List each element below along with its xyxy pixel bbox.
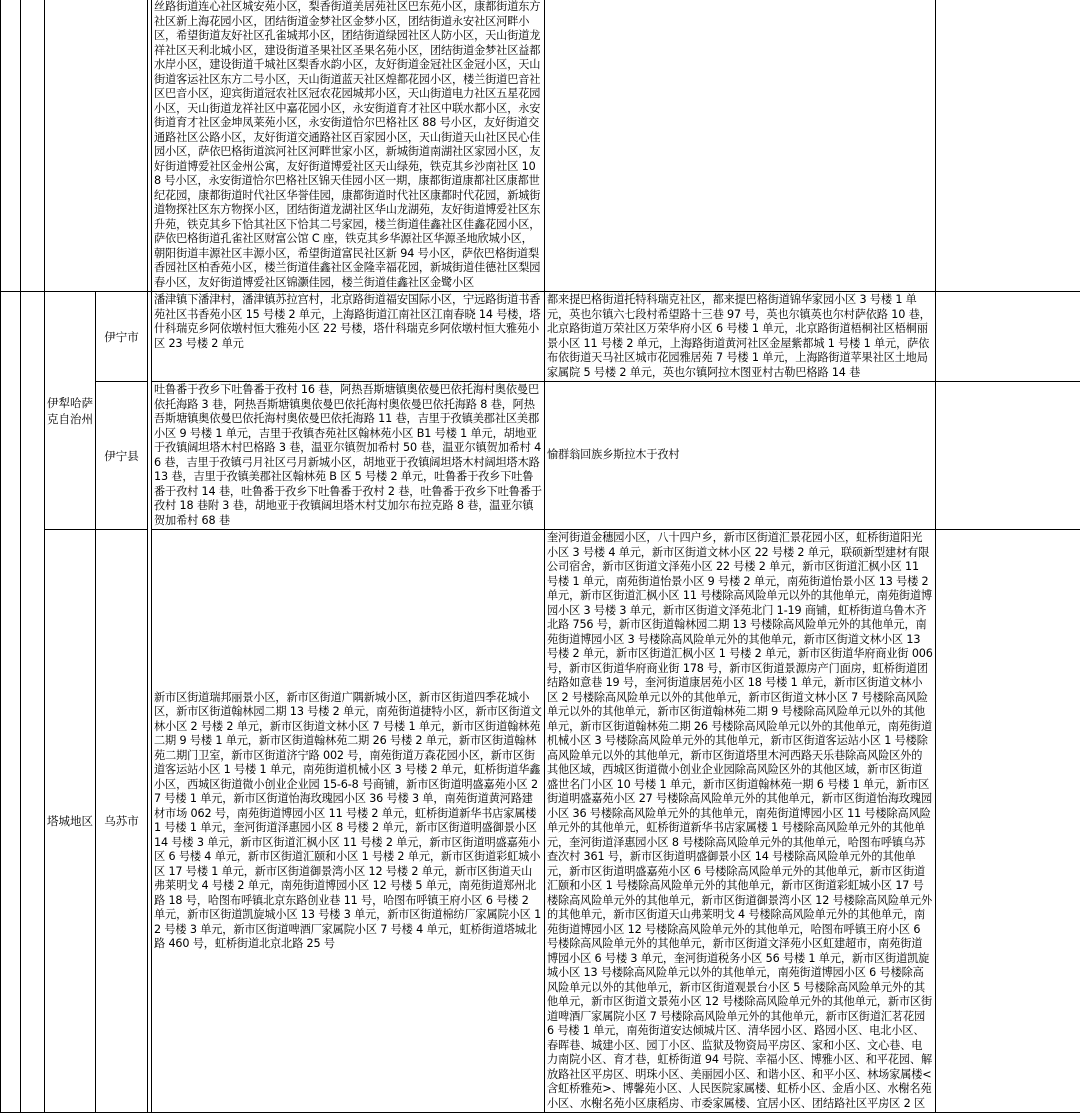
index-cell bbox=[1, 0, 21, 292]
high-risk-area-cell: 潘津镇下潘津村，潘津镇苏拉宫村，北京路街道福安国际小区，宁远路街道书香苑社区书香苑小区 15 号楼 2 单元，上海路街道江南社区江南春晓 14 号楼，塔什科瑞克乡阿依墩村恒大雅苑小区 22 号楼，塔什科瑞克乡阿依墩村恒大雅苑小区 23 号楼 2 单元 bbox=[152, 292, 545, 382]
extra-cell bbox=[936, 292, 1080, 382]
high-risk-area-cell: 吐鲁番于孜乡下吐鲁番于孜村 16 巷，阿热吾斯塘镇奥依曼巴依托海村奥依曼巴依托海路 3 巷，阿热吾斯塘镇奥依曼巴依托海村奥依曼巴依托海路 8 巷，阿热吾斯塘镇奥依曼巴依托海村奥依曼巴依托海路 11 巷，吉里于孜镇美郡社区美郡小区 9 号楼 1 单元，吉里于孜镇杏苑社区翰林苑小区 B1 号楼 1 单元，胡地亚于孜镇阔坦塔木村巴格路 3 巷，温亚尔镇贺加希村 50 巷，温亚尔镇贺加希村 46 巷，吉里于孜镇弓月社区弓月新城小区，胡地亚于孜镇阔坦塔木村阔坦塔木路 13 巷，吉里于孜镇美郡社区翰林苑 B 区 5 号楼 2 单元，吐鲁番于孜乡下吐鲁番于孜村 14 巷，吐鲁番于孜乡下吐鲁番于孜村 2 巷，吐鲁番于孜乡下吐鲁番于孜村 18 巷附 3 巷，胡地亚于孜镇阔坦塔木村艾加尔布拉克路 8 巷，温亚尔镇贺加希村 68 巷 bbox=[152, 382, 545, 530]
high-risk-area-cell: 新市区街道瑞邦丽景小区，新市区街道广隅新城小区，新市区街道四季花城小区，新市区街道翰林园二期 13 号楼 2 单元，南苑街道捷特小区，新市区街道文林小区 2 号楼 2 单元，新市区街道文林小区 7 号楼 1 单元，新市区街道翰林苑二期 9 号楼 1 单元，新市区街道翰林苑二期 26 号楼 2 单元，新市区街道翰林苑二期门卫室，新市区街道济宁路 002 号，南苑街道万森花园小区，新市区街道客运站小区 1 号楼 1 单元，南苑街道机械小区 3 号楼 2 单元，虹桥街道华鑫小区，西城区街道微小创业企业园 15-6-8 号商铺，新市区街道明盛嘉苑小区 27 号楼 1 单元，新市区街道怡海玫瑰园小区 36 号楼 3 单，南苑街道黄河路建材市场 062 号，南苑街道博园小区 11 号楼 2 单元，虹桥街道新华书店家属楼 1 号楼 1 单元，奎河街道泽惠园小区 8 号楼 2 单元，新市区街道明盛御景小区 14 号楼 3 单元，新市区街道汇枫小区 11 号楼 2 单元，新市区街道明盛嘉苑小区 6 号楼 4 单元，新市区街道汇颐和小区 1 号楼 2 单元，新市区街道彩虹城小区 17 号楼 1 单元，新市区街道御景湾小区 12 号楼 2 单元，新市区街道天山弗莱明戈 4 号楼 2 单元，南苑街道博园小区 12 号楼 5 单元，南苑街道郑州北路 18 号，哈图布呼镇北京东路创业巷 11 号，哈图布呼镇王府小区 6 号楼 2 单元，新市区街道凯旋城小区 13 号楼 3 单元，新市区街道棉纺厂家属院小区 12 号楼 3 单元，新市区街道啤酒厂家属院小区 7 号楼 4 单元，虹桥街道塔城北路 460 号，虹桥街道北京北路 25 号 bbox=[152, 530, 545, 1113]
prefecture-cell: 塔城地区 bbox=[45, 530, 96, 1113]
region-cell bbox=[21, 292, 45, 1113]
extra-cell bbox=[936, 0, 1080, 292]
prefecture-cell bbox=[45, 0, 148, 292]
city-cell: 伊宁县 bbox=[96, 382, 148, 530]
table-row bbox=[1, 382, 1080, 530]
high-risk-area-cell: 丝路街道连心社区城安苑小区，梨香街道美居苑社区巴东苑小区，康都街道东方社区新上海花园小区，团结街道金梦社区金梦小区，团结街道永安社区河畔小区，希望街道友好社区孔雀城邦小区，团结街道绿园社区人防小区，天山街道龙祥社区天利北城小区，建设街道圣果社区圣果名苑小区，团结街道金梦社区益都水岸小区，建设街道千城社区梨香水韵小区，友好街道金冠社区金冠小区，天山街道客运社区东方二号小区，天山街道蓝天社区煌都花园小区，楼兰街道巴音社区巴音小区，迎宾街道冠农社区冠农花园城邦小区，天山街道电力社区五星花园小区，天山街道龙祥社区中嘉花园小区，永安街道育才社区中联水都小区，永安街道育才社区金坤凤莱苑小区，永安街道恰尔巴格社区 88 号小区，友好街道交通路社区公路小区，友好街道交通路社区百家园小区，天山街道天山社区民心佳园小区，萨依巴格街道滨河社区河畔世家小区，新城街道南湖社区家园小区，友好街道博爱社区金州公寓，友好街道博爱社区天山绿苑，铁克其乡沙南社区 108 号小区，永安街道恰尔巴格社区锦天佳园小区一期，康都街道康都社区康都世纪花园，康都街道时代社区华誉佳园，康都街道时代社区康都时代花园，新城街道物探社区东方物探小区，团结街道龙湖社区华山龙湖苑，友好街道博爱社区东升苑，铁克其乡下恰其社区下恰其二号家园，楼兰街道佳鑫社区佳鑫花园小区，萨依巴格街道孔雀社区财富公馆 C 座，铁克其乡华源社区华源圣地欣城小区，朝阳街道丰源社区丰源小区，希望街道富民社区新 94 号小区，萨依巴格街道梨香园社区柏香苑小区，楼兰街道佳鑫社区金隆幸福花园，新城街道佳德社区梨园春小区，友好街道博爱社区锦灏佳园，楼兰街道佳鑫社区金鹭小区 bbox=[152, 0, 545, 292]
city-cell: 乌苏市 bbox=[96, 530, 148, 1113]
prefecture-cell: 伊犁哈萨克自治州 bbox=[45, 292, 96, 530]
medium-risk-area-cell: 都来提巴格街道托特科瑞克社区，都来提巴格街道锦华家园小区 3 号楼 1 单元，英也尔镇六七段村希望路十三巷 97 号，英也尔镇英也尔村萨依路 10 巷，北京路街道万荣社区万荣华府小区 6 号楼 1 单元，北京路街道梧桐社区梧桐丽景小区 11 号楼 2 单元，上海路街道黄河社区金屋紫都城 1 号楼 1 单元，萨依布依街道天马社区城市花园雅居苑 7 号楼 1 单元，上海路街道苹果社区土地局家属院 5 号楼 2 单元，英也尔镇阿拉木图亚村古勒巴格路 14 巷 bbox=[545, 292, 936, 382]
extra-cell bbox=[936, 530, 1080, 1113]
index-cell bbox=[1, 292, 21, 1113]
medium-risk-area-cell: 奎河街道金穗园小区，八十四户乡，新市区街道汇景花园小区，虹桥街道阳光小区 3 号楼 4 单元，新市区街道文林小区 22 号楼 2 单元，联硕新型建材有限公司宿舍，新市区街道文泽苑小区 22 号楼 2 单元，新市区街道汇枫小区 11 号楼 1 单元，南苑街道怡景小区 9 号楼 2 单元，南苑街道怡景小区 13 号楼 2 单元，新市区街道汇枫小区 11 号楼除高风险单元以外的其他单元，南苑街道博园小区 3 号楼 3 单元，新市区街道文泽苑北门 1-19 商铺，虹桥街道乌鲁木齐北路 756 号，新市区街道翰林园二期 13 号楼除高风险单元外的其他单元，南苑街道博园小区 3 号楼除高风险单元外的其他单元，新市区街道文林小区 13 号楼 2 单元，新市区街道汇枫小区 1 号楼 2 单元，新市区街道华府商业街 006 号，新市区街道华府商业街 178 号，新市区街道景源房产门面房，虹桥街道团结路如意巷 19 号，奎河街道康居苑小区 18 号楼 1 单元，新市区街道文林小区 2 号楼除高风险单元以外的其他单元，新市区街道文林小区 7 号楼除高风险单元以外的其他单元，新市区街道翰林苑二期 9 号楼除高风险单元以外的其他单元，新市区街道翰林苑二期 26 号楼除高风险单元以外的其他单元，南苑街道机械小区 3 号楼除高风险单元外的其他单元，新市区街道客运站小区 1 号楼除高风险单元以外的其他单元，新市区街道塔里木河西路天乐巷除高风险区外的其他区域，西城区街道微小创业企业园除高风险区外的其他区域，新市区街道盛世名门小区 10 号楼 1 单元，新市区街道翰林苑一期 6 号楼 1 单元，新市区街道明盛嘉苑小区 27 号楼除高风险单元外的其他单元，新市区街道怡海玫瑰园小区 36 号楼除高风险单元外的其他单元，南苑街道博园小区 11 号楼除高风险单元外的其他单元，虹桥街道新华书店家属楼 1 号楼除高风险单元外的其他单元，奎河街道泽惠园小区 8 号楼除高风险单元外的其他单元，哈图布呼镇乌苏查次村 361 号，新市区街道明盛御景小区 14 号楼除高风险单元外的其他单元，新市区街道明盛嘉苑小区 6 号楼除高风险单元外的其他单元，新市区街道汇颐和小区 1 号楼除高风险单元外的其他单元，新市区街道彩虹城小区 17 号楼除高风险单元外的其他单元，新市区街道御景湾小区 12 号楼除高风险单元外的其他单元，新市区街道天山弗莱明戈 4 号楼除高风险单元外的其他单元，南苑街道博园小区 12 号楼除高风险单元外的其他单元，哈图布呼镇王府小区 6 号楼除高风险单元外的其他单元，新市区街道文泽苑小区虹建超市，南苑街道博园小区 6 号楼 3 单元，奎河街道税务小区 56 号楼 1 单元，新市区街道凯旋城小区 13 号楼除高风险单元以外的其他单元，南苑街道博园小区 6 号楼除高风险单元以外的其他单元，新市区街道观景台小区 5 号楼除高风险单元外的其他单元，新市区街道文景苑小区 12 号楼除高风险单元外的其他单元，新市区街道啤酒厂家属院小区 7 号楼除高风险单元外的其他单元，新市区街道汇茗花园 6 号楼 1 单元，南苑街道安达倾城片区、清华园小区、路园小区、电北小区、春晖巷、城建小区、园丁小区、监狱及物资局平房区、家和小区、文心巷、电力南院小区、育才巷，虹桥街道 94 号院、幸福小区、博雅小区、和平花园、解放路社区平房区、明珠小区、美丽园小区、和谐小区、和平小区、林场家属楼<含虹桥雅苑>、博馨苑小区、人民医院家属楼、虹桥小区、金盾小区、水榭名苑小区、水榭名苑小区康稻房、市委家属楼、宜居小区、团结路社区平房区 2 区 bbox=[545, 530, 936, 1113]
table-row bbox=[1, 292, 1080, 382]
table-row bbox=[1, 0, 1080, 292]
city-cell: 伊宁市 bbox=[96, 292, 148, 382]
region-cell bbox=[21, 0, 45, 292]
medium-risk-area-cell: 愉群翁回族乡斯拉木于孜村 bbox=[545, 382, 936, 530]
extra-cell bbox=[936, 382, 1080, 530]
medium-risk-area-cell bbox=[545, 0, 936, 292]
table-row bbox=[1, 530, 1080, 1113]
